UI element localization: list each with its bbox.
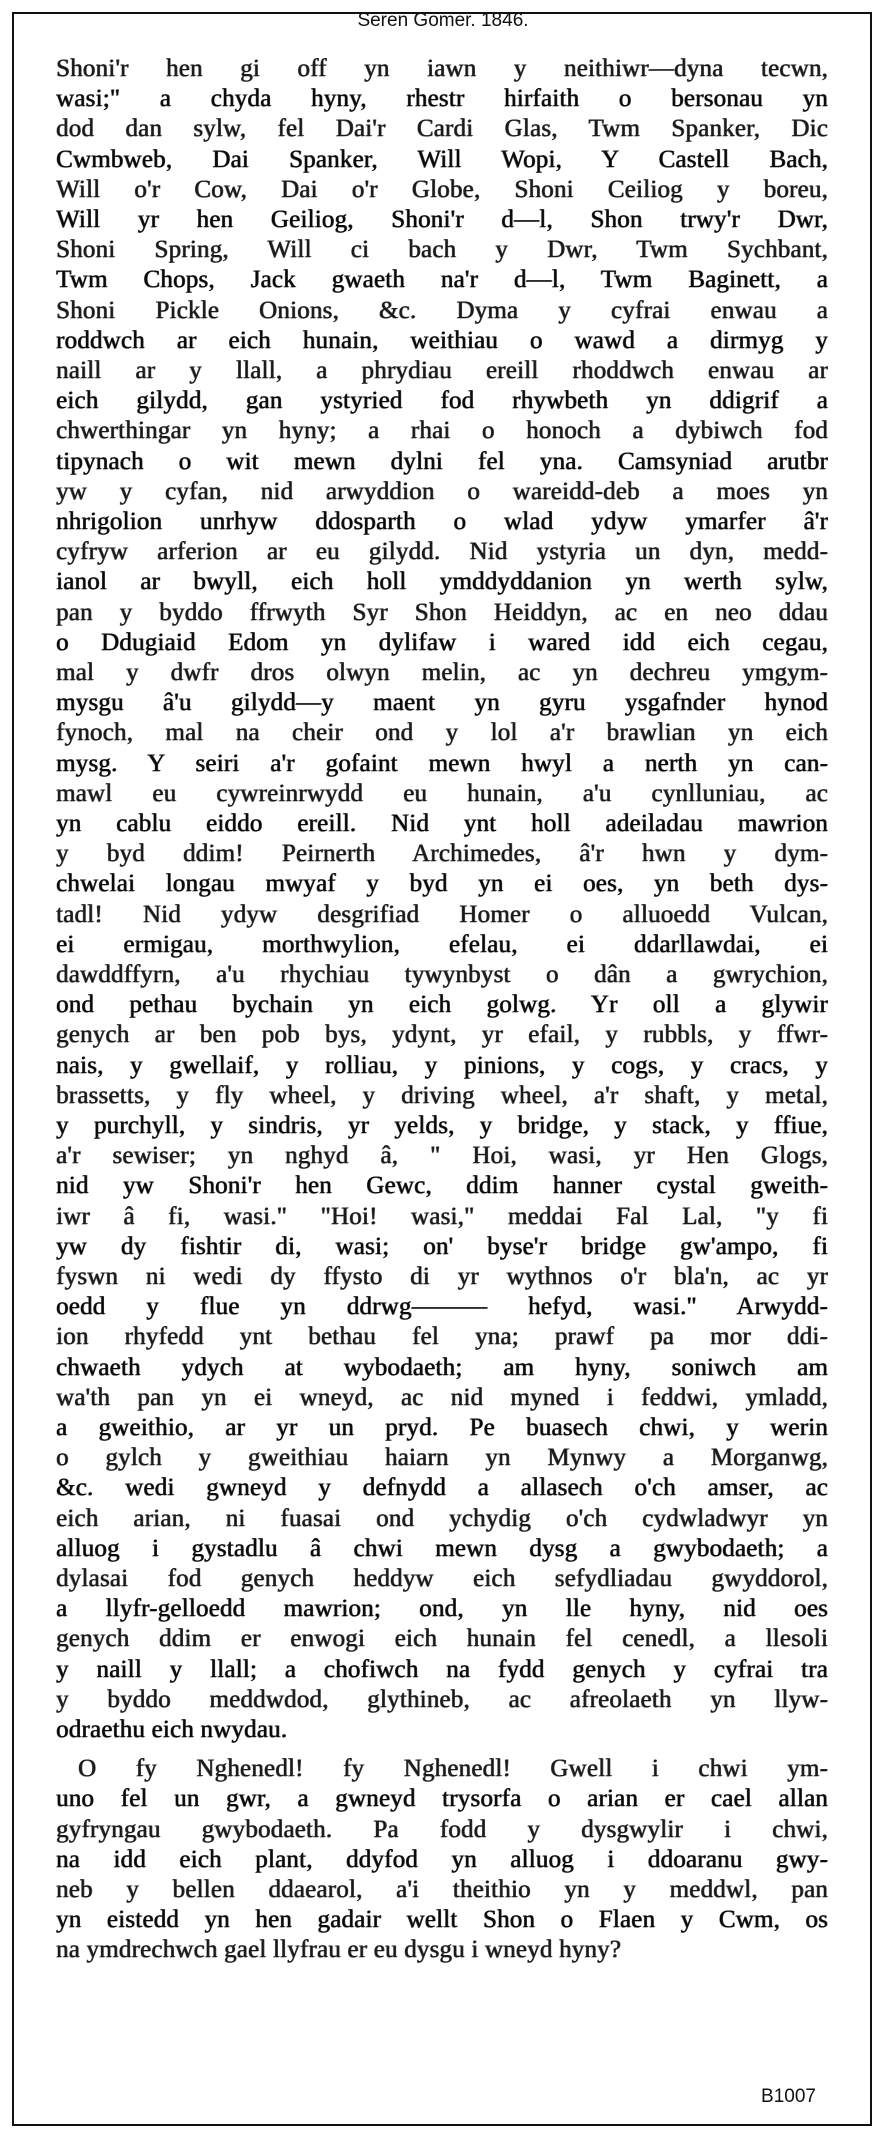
text-line: iwr â fi, wasi." "Hoi! wasi," meddai Fal Lal, "y fi <box>56 1202 828 1230</box>
text-line: na ymdrechwch gael llyfrau er eu dysgu i wneyd hyny? <box>56 1936 622 1964</box>
text-line: oedd y flue yn ddrwg——— hefyd, wasi." Arwydd- <box>56 1293 828 1321</box>
text-line: Shoni Spring, Will ci bach y Dwr, Twm Sychbant, <box>56 236 828 264</box>
text-line: Shoni Pickle Onions, &c. Dyma y cyfrai enwau a <box>56 296 828 324</box>
text-line: chwaeth ydych at wybodaeth; am hyny, soniwch am <box>56 1353 828 1381</box>
text-line: fynoch, mal na cheir ond y lol a'r brawlian yn eich <box>56 719 828 747</box>
text-line: a llyfr-gelloedd mawrion; ond, yn lle hyny, nid oes <box>56 1595 828 1623</box>
text-line: a gweithio, ar yr un pryd. Pe buasech chwi, y werin <box>56 1414 828 1441</box>
text-line: dawddffyrn, a'u rhychiau tywynbyst o dân a gwrychion, <box>56 961 828 988</box>
text-line: a'r sewiser; yn nghyd â, " Hoi, wasi, yr Hen Glogs, <box>56 1142 828 1170</box>
text-line: O fy Nghenedl! fy Nghenedl! Gwell i chwi ym- <box>78 1755 828 1783</box>
text-line: naill ar y llall, a phrydiau ereill rhoddwch enwau ar <box>56 357 828 384</box>
text-line: tadl! Nid ydyw desgrifiad Homer o alluoedd Vulcan, <box>56 900 828 928</box>
text-line: gyfryngau gwybodaeth. Pa fodd y dysgwylir i chwi, <box>56 1815 828 1843</box>
text-line: ei ermigau, morthwylion, efelau, ei ddarllawdai, ei <box>56 930 828 958</box>
text-line: eich arian, ni fuasai ond ychydig o'ch cydwladwyr yn <box>56 1504 828 1532</box>
text-line: yn eistedd yn hen gadair wellt Shon o Flaen y Cwm, os <box>56 1906 828 1934</box>
text-line: fyswn ni wedi dy ffysto di yr wythnos o'r bla'n, ac yr <box>56 1263 828 1290</box>
text-line: chwerthingar yn hyny; a rhai o honoch a dybiwch fod <box>56 417 828 445</box>
text-line: wasi;" a chyda hyny, rhestr hirfaith o bersonau yn <box>56 85 828 113</box>
text-line: mawl eu cywreinrwydd eu hunain, a'u cynlluniau, ac <box>56 779 828 807</box>
text-line: mysg. Y seiri a'r gofaint mewn hwyl a nerth yn can- <box>56 749 828 777</box>
text-line: &c. wedi gwneyd y defnydd a allasech o'ch amser, ac <box>56 1474 828 1502</box>
text-line: nhrigolion unrhyw ddosparth o wlad ydyw ymarfer â'r <box>56 508 828 535</box>
text-line: pan y byddo ffrwyth Syr Shon Heiddyn, ac en neo ddau <box>56 598 828 626</box>
text-line: odraethu eich nwydau. <box>56 1716 288 1743</box>
text-line: na idd eich plant, ddyfod yn alluog i ddoaranu gwy- <box>56 1845 828 1873</box>
text-line: Twm Chops, Jack gwaeth na'r d—l, Twm Baginett, a <box>56 266 828 294</box>
text-line: y naill y llall; a chofiwch na fydd genych y cyfrai tra <box>56 1655 828 1683</box>
text-line: genych ddim er enwogi eich hunain fel cenedl, a llesoli <box>56 1625 828 1653</box>
text-line: dylasai fod genych heddyw eich sefydliadau gwyddorol, <box>56 1565 828 1592</box>
text-line: Will o'r Cow, Dai o'r Globe, Shoni Ceiliog y boreu, <box>56 175 828 203</box>
text-line: yw y cyfan, nid arwyddion o wareidd-deb a moes yn <box>56 477 828 505</box>
text-line: roddwch ar eich hunain, weithiau o wawd a dirmyg y <box>56 326 828 354</box>
text-line: tipynach o wit mewn dylni fel yna. Camsyniad arutbr <box>56 447 828 475</box>
text-line: uno fel un gwr, a gwneyd trysorfa o arian er cael allan <box>56 1785 828 1813</box>
text-line: Will yr hen Geiliog, Shoni'r d—l, Shon trwy'r Dwr, <box>56 206 828 233</box>
text-line: Shoni'r hen gi off yn iawn y neithiwr—dyna tecwn, <box>56 55 828 82</box>
text-line: alluog i gystadlu â chwi mewn dysg a gwybodaeth; a <box>56 1534 828 1562</box>
text-line: eich gilydd, gan ystyried fod rhywbeth yn ddigrif a <box>56 387 828 415</box>
text-line: ion rhyfedd ynt bethau fel yna; prawf pa mor ddi- <box>56 1323 828 1351</box>
text-line: ianol ar bwyll, eich holl ymddyddanion yn werth sylw, <box>56 568 828 596</box>
page-header: Seren Gomer. 1846. <box>357 10 529 31</box>
text-line: neb y bellen ddaearol, a'i theithio yn y meddwl, pan <box>56 1876 828 1903</box>
text-line: mysgu â'u gilydd—y maent yn gyru ysgafnder hynod <box>56 689 828 717</box>
text-line: o Ddugiaid Edom yn dylifaw i wared idd eich cegau, <box>56 628 828 656</box>
text-line: nais, y gwellaif, y rolliau, y pinions, y cogs, y cracs, y <box>56 1051 828 1079</box>
text-line: yw dy fishtir di, wasi; on' byse'r bridge gw'ampo, fi <box>56 1232 828 1260</box>
document-code: B1007 <box>761 2086 816 2107</box>
text-line: nid yw Shoni'r hen Gewc, ddim hanner cystal gweith- <box>56 1172 828 1200</box>
text-line: chwelai longau mwyaf y byd yn ei oes, yn beth dys- <box>56 870 828 898</box>
text-line: brassetts, y fly wheel, y driving wheel, a'r shaft, y metal, <box>56 1081 828 1109</box>
text-line: Cwmbweb, Dai Spanker, Will Wopi, Y Castell Bach, <box>56 145 828 173</box>
text-line: ond pethau bychain yn eich golwg. Yr oll a glywir <box>56 991 828 1019</box>
text-line: y byd ddim! Peirnerth Archimedes, â'r hwn y dym- <box>56 840 828 868</box>
text-line: yn cablu eiddo ereill. Nid ynt holl adeiladau mawrion <box>56 810 828 837</box>
text-line: dod dan sylw, fel Dai'r Cardi Glas, Twm Spanker, Dic <box>56 115 828 143</box>
text-line: wa'th pan yn ei wneyd, ac nid myned i feddwi, ymladd, <box>56 1383 828 1411</box>
scanned-text-column <box>56 52 828 2037</box>
text-line: genych ar ben pob bys, ydynt, yr efail, y rubbls, y ffwr- <box>56 1021 828 1049</box>
text-line: cyfryw arferion ar eu gilydd. Nid ystyria un dyn, medd- <box>56 538 828 566</box>
text-line: o gylch y gweithiau haiarn yn Mynwy a Morganwg, <box>56 1444 828 1472</box>
text-line: y purchyll, y sindris, yr yelds, y bridge, y stack, y ffiue, <box>56 1112 828 1139</box>
text-line: mal y dwfr dros olwyn melin, ac yn dechreu ymgym- <box>56 659 828 686</box>
text-line: y byddo meddwdod, glythineb, ac afreolaeth yn llyw- <box>56 1685 828 1713</box>
